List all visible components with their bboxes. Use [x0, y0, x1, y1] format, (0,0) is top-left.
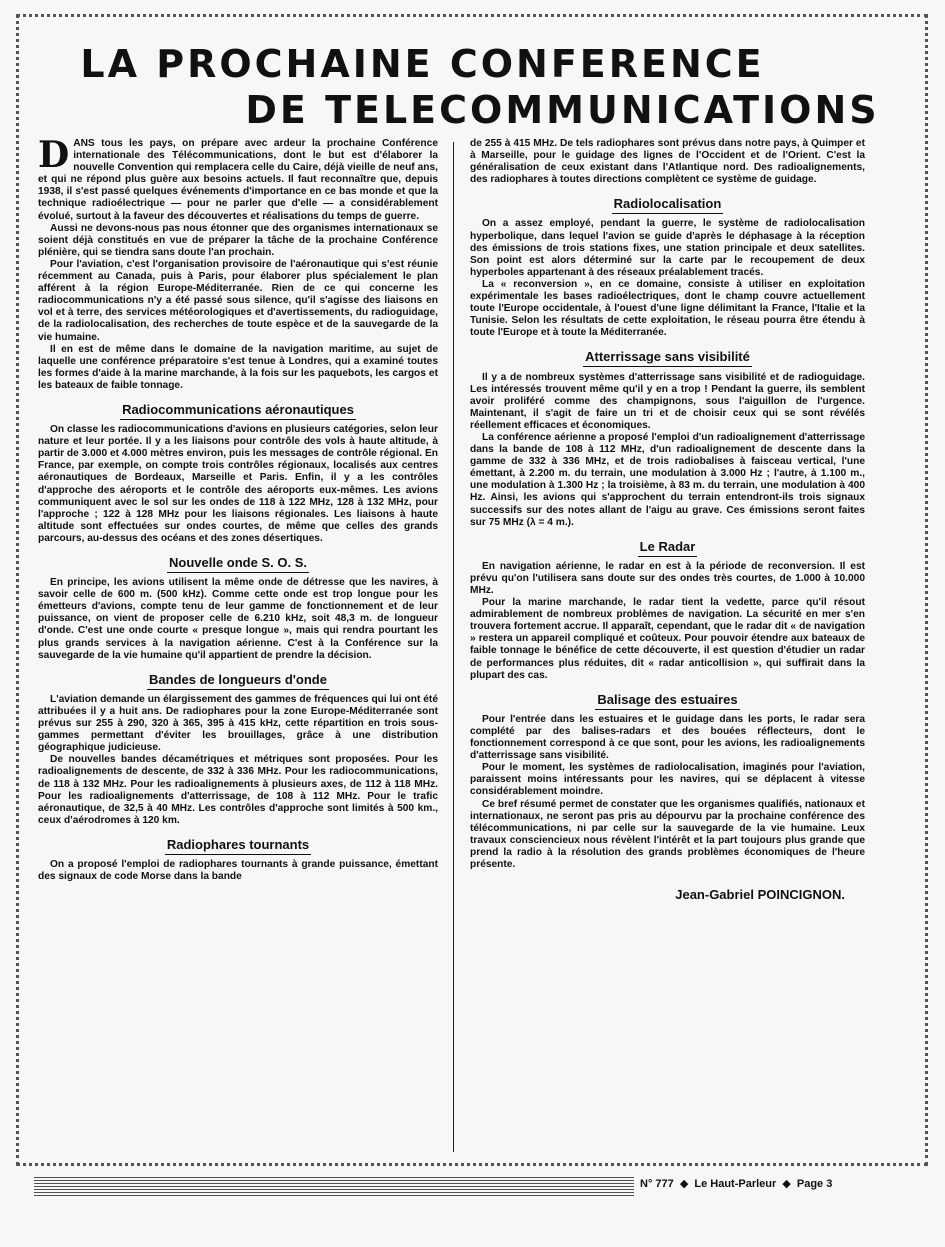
atterrissage-paragraph-1: Il y a de nombreux systèmes d'atterrissage sans visibilité et de radioguidage. Les intéressés trouvent même qu'il y en a trop ! Pendant la guerre, ils semblent avoir proliféré comme des champignons, sous l'aiguillon de l'urgence. Maintenant, il s'agit de faire un tri et de choisir ceux qui se sont révélés réellement efficaces et économiques.: [470, 371, 865, 431]
section-heading-radar: Le Radar: [470, 541, 865, 553]
intro-paragraph-1: DANS tous les pays, on prépare avec ardeur la prochaine Conférence internationale des Télécommunications, dont le but est d'élaborer la nouvelle Convention qui remplacera celle du Caire, déjà vieille de neuf ans, et qui ne répond plus guère aux besoins actuels. Il faut reconnaître que, depuis 1938, il s'est passé quelques événements d'importance en ce bas monde et que la technique radioélectrique — pour ne parler que d'elle — a considérablement évolué, surtout à la faveur des découvertes et réalisations du temps de guerre.: [38, 134, 438, 222]
intro-paragraph-2: Aussi ne devons-nous pas nous étonner que des organismes internationaux se soient déjà constitués en vue de préparer la tâche de la prochaine Conférence plénière, qui se tiendra sans doute l'an prochain.: [38, 222, 438, 258]
diamond-icon: ◆: [679, 1178, 689, 1190]
intro-paragraph-4: Il en est de même dans le domaine de la navigation maritime, au sujet de laquelle une conférence préparatoire s'est tenue à Londres, qui a examiné toutes les formes d'aide à la marine marchande, à la fois sur les paquebots, les cargos et les bateaux de faible tonnage.: [38, 343, 438, 391]
article-title-line-1: LA PROCHAINE CONFERENCE: [80, 42, 765, 86]
section-heading-sos: Nouvelle onde S. O. S.: [38, 557, 438, 569]
balisage-paragraph-2: Pour le moment, les systèmes de radiolocalisation, imaginés pour l'aviation, paraissent moins intéressants pour les navires, qui se déplacent à vitesse considérablement moindre.: [470, 762, 865, 798]
page-footer: [640, 1177, 900, 1190]
bandes-paragraph-2: De nouvelles bandes décamétriques et métriques sont proposées. Pour les radioalignements de descente, de 332 à 336 MHz. Pour les radiocommunications, de 118 à 132 MHz. Pour les radioalignements à plusieurs axes, de 112 à 118 MHz. Pour les radioalignements d'atterrissage, de 108 à 112 MHz. Pour le trafic aéronautique, de 32,5 à 40 MHz. Les contrôles d'approche sont limités à 500 km., ceux d'aérodromes à 120 km.: [38, 754, 438, 826]
diamond-icon: ◆: [782, 1178, 791, 1190]
radioloc-paragraph-2: La « reconversion », en ce domaine, consiste à utiliser en exploitation expérimentale les bases radioélectriques, dont le champ couvre actuellement toute l'Europe occidentale, à l'ouest d'une ligne délimitant la France, l'Italie et la Tunisie. Selon les résultats de cette exploitation, le réseau pourra être étendu à toute l'Europe et à toute la Méditerranée.: [470, 278, 865, 339]
section-heading-bandes: Bandes de longueurs d'onde: [38, 674, 438, 686]
atterrissage-paragraph-2: La conférence aérienne a proposé l'emploi d'un radioalignement d'atterrissage dans la bande de 108 à 112 MHz, d'un radioalignement de descente dans la gamme de 332 à 336 MHz, et de trois radiobalises à faisceau vertical, l'une émettant, à 2.200 m. du terrain, une modulation à 3.000 Hz ; l'autre, à 1.100 m., une modulation à 1.300 Hz ; la troisième, à 83 m. du terrain, une modulation à 400 Hz. Ainsi, les avions qui s'approchent du terrain entendront-ils trois signaux successifs sur des notes allant de l'aigu au grave. Ces émissions seront faites sur 75 MHz (λ = 4 m.).: [470, 431, 865, 528]
article-title-line-2: DE TELECOMMUNICATIONS: [245, 88, 880, 132]
drop-cap: D: [38, 134, 70, 176]
intro-paragraph-3: Pour l'aviation, c'est l'organisation provisoire de l'aéronautique qui s'est réunie récemment au Canada, puis à Paris, pour élaborer plus spécialement le plan afférent à la région Europe-Méditerranée. Rien de ce qui concerne les radiocommunications n'y a été passé sous silence, qu'il s'agisse des liaisons en vol et à terre, des services météorologiques et d'avertissements, du radioguidage, de la radiolocalisation, des recherches de toute espèce et de la sauvegarde de la vie humaine.: [38, 258, 438, 343]
radar-paragraph-2: Pour la marine marchande, le radar tient la vedette, parce qu'il résout admirablement de nombreux problèmes de navigation. La sécurité en mer s'en trouvera fortement accrue. Il apparaît, cependant, que le radar dit « de navigation » restera un appareil compliqué et coûteux. Pour pouvoir étendre aux bateaux de faible tonnage le bénéfice de cette découverte, il est question d'étudier un radar de performances plus réduites, dit « radar anticollision », qui suffirait dans la plupart des cas.: [470, 597, 865, 681]
sos-paragraph: En principe, les avions utilisent la même onde de détresse que les navires, à savoir celle de 600 m. (500 kHz). Comme cette onde est trop longue pour les émetteurs d'avions, compte tenu de leur gamme de fonctionnement et de leur puissance, on vient de proposer celle de 6.210 kHz, soit 48,3 m. de longueur d'onde. C'est une onde courte « presque longue », mais qui rendra pourtant les plus grands services à la navigation aérienne. C'est à la Conférence sur la sauvegarde de la vie humaine qu'il appartient de prendre la décision.: [38, 577, 438, 661]
column-divider: [453, 142, 454, 1152]
section-heading-atterrissage: Atterrissage sans visibilité: [470, 351, 865, 363]
author-signature: Jean-Gabriel POINCIGNON.: [675, 887, 845, 903]
left-column: [38, 134, 438, 883]
balisage-paragraph-3: Ce bref résumé permet de constater que les organismes qualifiés, nationaux et internationaux, ne seront pas pris au dépourvu par la prochaine conférence des télécommunications, ni par celle sur la sauvegarde de la vie humaine. Leux travaux consciencieux nous révèlent l'intérêt et la part toujours plus grande que prend la radio à la résolution des grands problèmes économiques de l'heure présente.: [470, 798, 865, 870]
radar-paragraph-1: En navigation aérienne, le radar en est à la période de reconversion. Il est prévu qu'on l'utilisera sans doute sur des ondes très courtes, de 1.000 à 10.000 MHz.: [470, 560, 865, 596]
section-heading-balisage: Balisage des estuaires: [470, 694, 865, 706]
right-column: [470, 138, 865, 901]
magazine-name: Le Haut-Parleur: [694, 1178, 777, 1190]
balisage-paragraph-1: Pour l'entrée dans les estuaires et le guidage dans les ports, le radar sera complété par des balises-radars et des bouées réflecteurs, dont le fonctionnement correspond à ce que sont, pour les avions, les radioalignements d'atterrissage sans visibilité.: [470, 713, 865, 762]
radioloc-paragraph-1: On a assez employé, pendant la guerre, le système de radiolocalisation hyperbolique, dans lequel l'avion se guide d'après le déphasage à la réception des émissions de trois stations fixes, une station principale et deux satellites. Son point est alors déterminé sur la carte par le recoupement de deux hyperboles appartenant à des réseaux préalablement tracés.: [470, 218, 865, 278]
bandes-paragraph-1: L'aviation demande un élargissement des gammes de fréquences qui lui ont été attribuées il y a huit ans. De radiophares pour la zone Europe-Méditerranée sont prévus sur 255 à 290, 320 à 365, 395 à 415 kHz, cette répartition en trois sous-gammes permettant d'éviter les brouillages, grâce à une distribution géographique judicieuse.: [38, 693, 438, 754]
issue-number: N° 777: [640, 1178, 674, 1190]
section-heading-radiocom: Radiocommunications aéronautiques: [38, 404, 438, 416]
section-heading-radiophares: Radiophares tournants: [38, 839, 438, 851]
footer-decorative-band: [34, 1176, 634, 1196]
radiophares-paragraph-1: On a proposé l'emploi de radiophares tournants à grande puissance, émettant des signaux de code Morse dans la bande: [38, 858, 438, 883]
page-number: Page 3: [796, 1178, 833, 1190]
radiocom-paragraph: On classe les radiocommunications d'avions en plusieurs catégories, selon leur nature et leur portée. Il y a les liaisons pour contrôle des vols à haute altitude, à partir de 3.000 et 4.000 mètres environ, puis les messages de contrôle régional. En France, par exemple, on compte trois contrôles régionaux, localisés aux centres aéronautiques de Bordeaux, Marseille et Paris. Enfin, il y a les contrôles d'approche des aéroports et le contrôle des aéroports eux-mêmes. Les avions communiquent avec le sol sur les ondes de 118 à 122 MHz, 128 à 132 MHz, pour l'approche ; 122 à 128 MHz pour les liaisons régionales. Les liaisons à haute altitude sont effectuées sur ondes courtes, de même que celles des grands parcours, au-dessus des océans et des zones désertiques.: [38, 424, 438, 544]
radiophares-paragraph-2: de 255 à 415 MHz. De tels radiophares sont prévus dans notre pays, à Quimper et à Marseille, pour le guidage des lignes de l'Occident et de l'Orient. C'est la généralisation de ceux existant dans l'Atlantique nord. Des radioalignements, des radiophares à toutes directions complètent ce système de guidage.: [470, 138, 865, 186]
section-heading-radioloc: Radiolocalisation: [470, 198, 865, 210]
